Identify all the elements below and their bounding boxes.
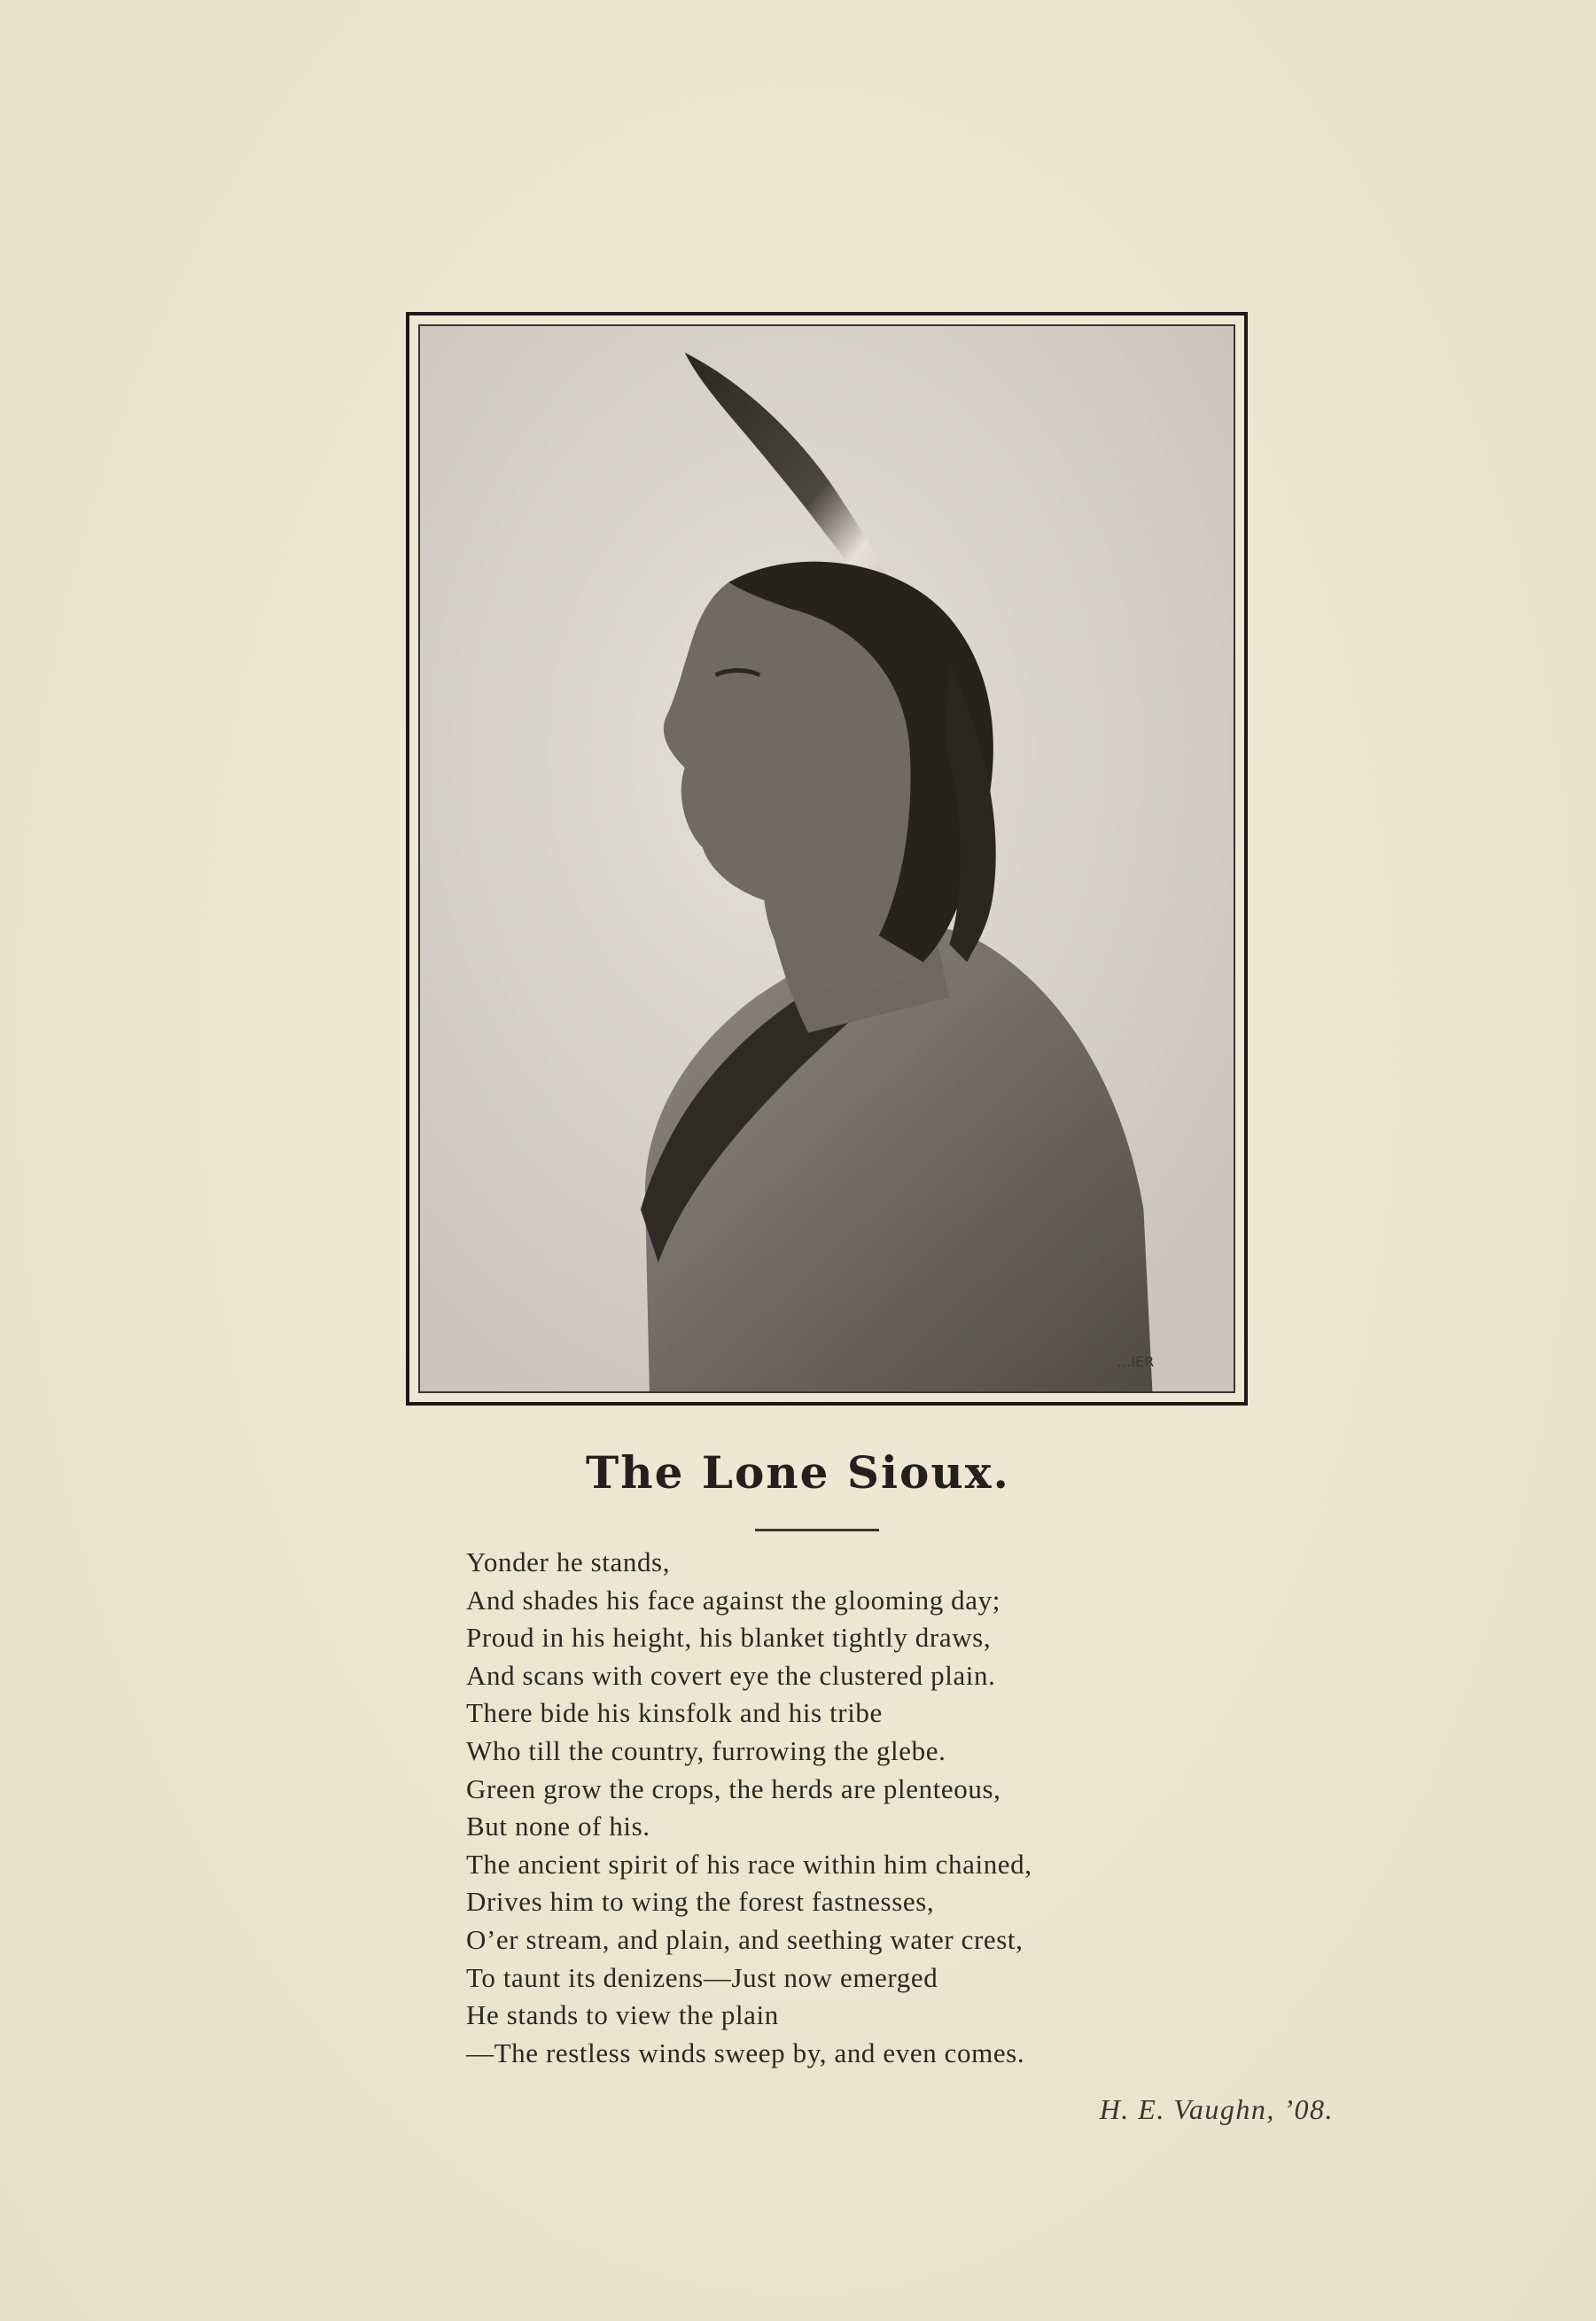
poem-line: To taunt its denizens—Just now emerged [466, 1961, 938, 1993]
poem-line: He stands to view the plain [466, 1999, 779, 2031]
portrait-illustration [420, 326, 1234, 1391]
poem-line: Drives him to wing the forest fastnesses, [466, 1886, 935, 1918]
poem-line: And shades his face against the glooming day; [466, 1584, 1000, 1616]
poem-line: Yonder he stands, [466, 1546, 671, 1577]
photo-stamp: …IER [1117, 1353, 1155, 1371]
poem-title: The Lone Sioux. [586, 1446, 1010, 1499]
portrait-frame [406, 312, 1248, 1406]
poem-line: —The restless winds sweep by, and even comes. [466, 2037, 1025, 2068]
poem-line: Green grow the crops, the herds are plenteous, [466, 1772, 1001, 1804]
poem-line: There bide his kinsfolk and his tribe [466, 1697, 883, 1729]
poem-line: Proud in his height, his blanket tightly draws, [466, 1622, 992, 1654]
portrait-photo [418, 324, 1235, 1393]
poem-body [466, 1544, 1264, 2072]
poem-line: O’er stream, and plain, and seething water crest, [466, 1923, 1024, 1955]
poem-line: The ancient spirit of his race within him chained, [466, 1848, 1032, 1880]
poem-line: Who till the country, furrowing the glebe. [466, 1734, 946, 1766]
poem-line: But none of his. [466, 1811, 650, 1842]
author-signature: H. E. Vaughn, ’08. [1099, 2093, 1334, 2125]
title-divider [755, 1529, 879, 1531]
poem-line: And scans with covert eye the clustered plain. [466, 1659, 996, 1691]
